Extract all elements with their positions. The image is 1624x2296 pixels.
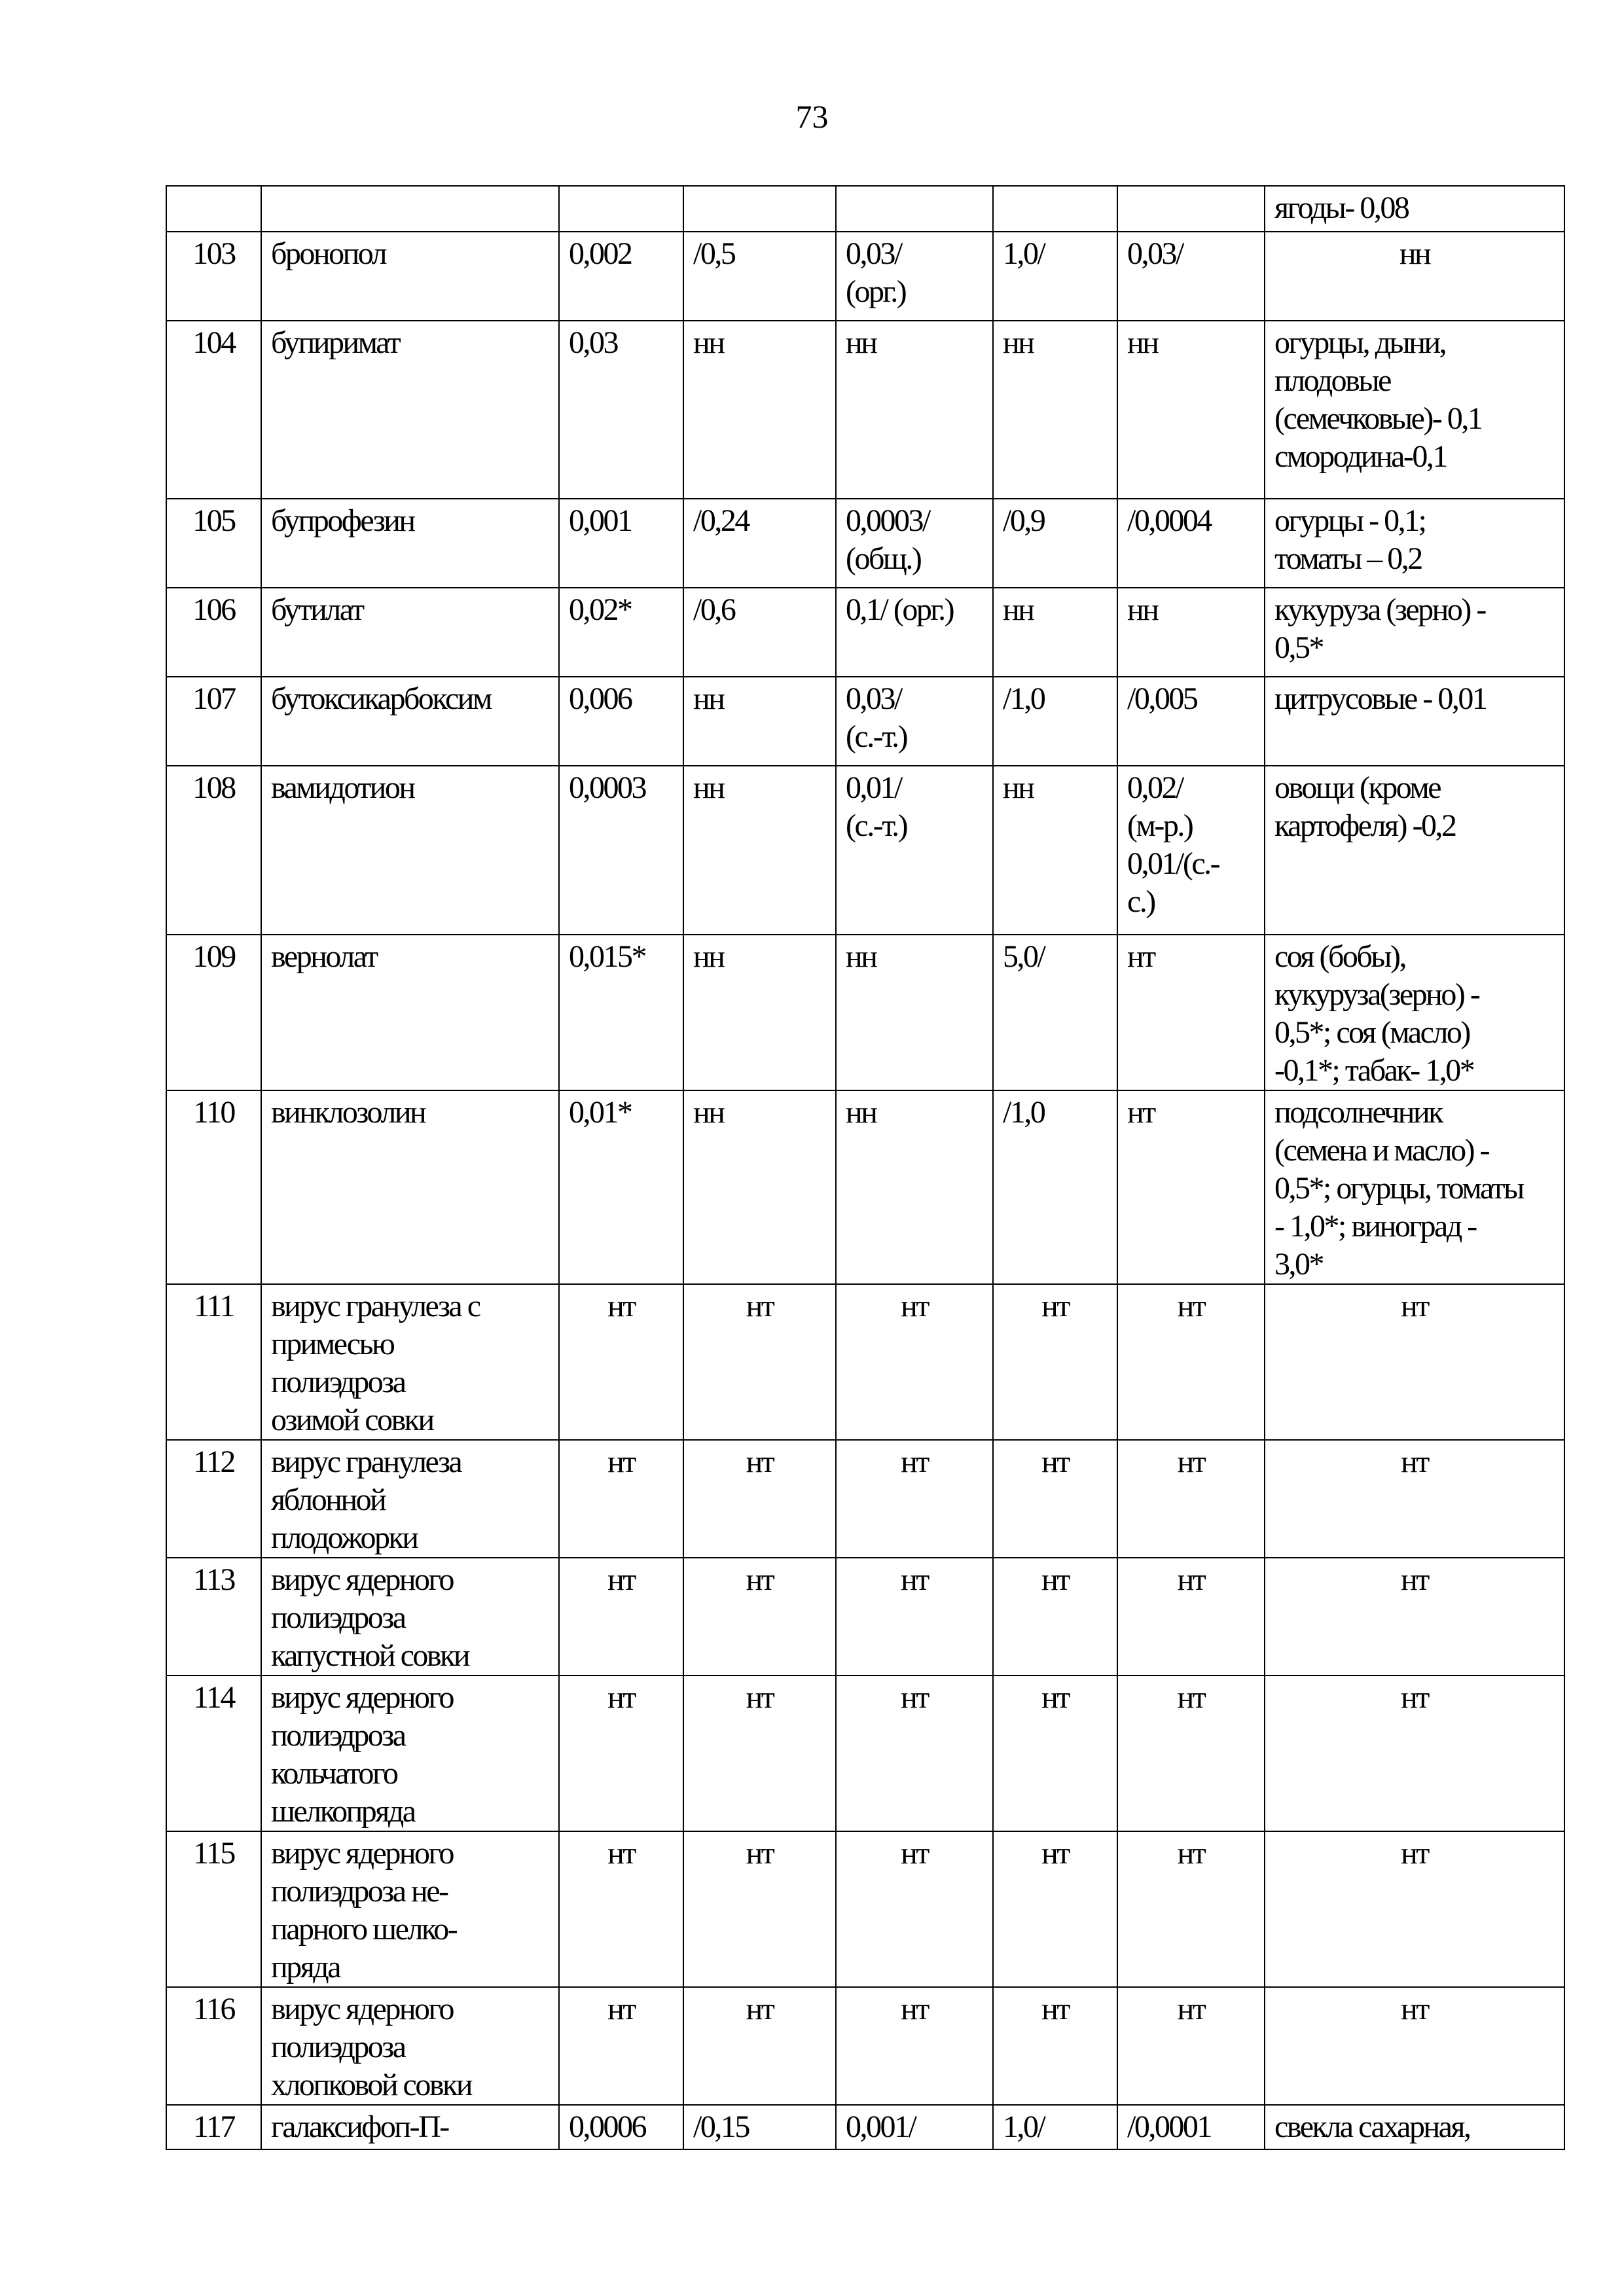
value-cell-2: нт [683, 1831, 836, 1987]
residue-limits-cell: цитрусовые - 0,01 [1265, 677, 1564, 766]
residue-limits-cell: соя (бобы), кукуруза(зерно) - 0,5*; соя (масло) -0,1*; табак- 1,0* [1265, 935, 1564, 1090]
residue-limits-cell: нт [1265, 1987, 1564, 2105]
value-cell-3: нт [836, 1440, 993, 1558]
value-cell-1: нт [559, 1284, 683, 1440]
value-cell-4: /0,9 [993, 499, 1117, 588]
value-cell-5 [1117, 186, 1265, 232]
value-cell-4: нт [993, 1558, 1117, 1676]
row-number-cell: 109 [166, 935, 261, 1090]
value-cell-3: 0,0003/ (общ.) [836, 499, 993, 588]
value-cell-3: нн [836, 935, 993, 1090]
value-cell-5: 0,02/ (м-р.) 0,01/(с.- с.) [1117, 766, 1265, 935]
value-cell-2: нт [683, 1558, 836, 1676]
value-cell-2: нн [683, 1090, 836, 1284]
table-row [166, 499, 1564, 588]
value-cell-2: /0,6 [683, 588, 836, 677]
value-cell-4: нн [993, 766, 1117, 935]
residue-limits-cell: кукуруза (зерно) - 0,5* [1265, 588, 1564, 677]
value-cell-1: нт [559, 1440, 683, 1558]
substance-name-cell: вирус гранулеза с примесью полиэдроза озимой совки [261, 1284, 559, 1440]
value-cell-1: 0,002 [559, 232, 683, 321]
value-cell-4 [993, 186, 1117, 232]
value-cell-4: 1,0/ [993, 2105, 1117, 2149]
row-number-cell: 117 [166, 2105, 261, 2149]
row-number-cell: 110 [166, 1090, 261, 1284]
value-cell-5: нт [1117, 935, 1265, 1090]
value-cell-4: нт [993, 1440, 1117, 1558]
residue-limits-cell: огурцы - 0,1; томаты – 0,2 [1265, 499, 1564, 588]
substance-name-cell: бронопол [261, 232, 559, 321]
value-cell-4: нн [993, 588, 1117, 677]
table-row [166, 677, 1564, 766]
value-cell-2: нн [683, 935, 836, 1090]
row-number-cell: 112 [166, 1440, 261, 1558]
value-cell-3: 0,01/ (с.-т.) [836, 766, 993, 935]
table-row [166, 1440, 1564, 1558]
value-cell-2: нт [683, 1284, 836, 1440]
substance-name-cell: вирус гранулеза яблонной плодожорки [261, 1440, 559, 1558]
table-row [166, 1987, 1564, 2105]
row-number-cell [166, 186, 261, 232]
value-cell-1: 0,001 [559, 499, 683, 588]
substance-name-cell: вирус ядерного полиэдроза не- парного шелко- пряда [261, 1831, 559, 1987]
table-row [166, 766, 1564, 935]
value-cell-4: 5,0/ [993, 935, 1117, 1090]
value-cell-2: /0,15 [683, 2105, 836, 2149]
value-cell-3: 0,001/ [836, 2105, 993, 2149]
value-cell-1: 0,02* [559, 588, 683, 677]
value-cell-5: нт [1117, 1090, 1265, 1284]
table-row [166, 1284, 1564, 1440]
row-number-cell: 115 [166, 1831, 261, 1987]
value-cell-3: нт [836, 1284, 993, 1440]
value-cell-4: нт [993, 1987, 1117, 2105]
value-cell-2: нт [683, 1676, 836, 1831]
value-cell-3: нн [836, 1090, 993, 1284]
value-cell-4: /1,0 [993, 1090, 1117, 1284]
value-cell-3: нт [836, 1676, 993, 1831]
value-cell-4: нн [993, 321, 1117, 499]
value-cell-1: 0,01* [559, 1090, 683, 1284]
value-cell-5: нт [1117, 1284, 1265, 1440]
substances-table [166, 185, 1565, 2150]
table-row [166, 2105, 1564, 2149]
substance-name-cell: вернолат [261, 935, 559, 1090]
value-cell-3: 0,03/ (с.-т.) [836, 677, 993, 766]
table-row [166, 1831, 1564, 1987]
value-cell-1 [559, 186, 683, 232]
value-cell-5: 0,03/ [1117, 232, 1265, 321]
table-row [166, 186, 1564, 232]
value-cell-4: 1,0/ [993, 232, 1117, 321]
value-cell-1: нт [559, 1831, 683, 1987]
residue-limits-cell: ягоды- 0,08 [1265, 186, 1564, 232]
value-cell-5: нн [1117, 588, 1265, 677]
residue-limits-cell: нт [1265, 1558, 1564, 1676]
row-number-cell: 104 [166, 321, 261, 499]
residue-limits-cell: подсолнечник (семена и масло) - 0,5*; огурцы, томаты - 1,0*; виноград - 3,0* [1265, 1090, 1564, 1284]
residue-limits-cell: овощи (кроме картофеля) -0,2 [1265, 766, 1564, 935]
table-row [166, 935, 1564, 1090]
value-cell-5: /0,0004 [1117, 499, 1265, 588]
residue-limits-cell: нт [1265, 1831, 1564, 1987]
value-cell-1: нт [559, 1558, 683, 1676]
value-cell-3 [836, 186, 993, 232]
value-cell-2: нн [683, 766, 836, 935]
value-cell-1: 0,0003 [559, 766, 683, 935]
value-cell-5: /0,0001 [1117, 2105, 1265, 2149]
row-number-cell: 103 [166, 232, 261, 321]
value-cell-5: нт [1117, 1987, 1265, 2105]
value-cell-3: нт [836, 1987, 993, 2105]
row-number-cell: 116 [166, 1987, 261, 2105]
value-cell-3: нн [836, 321, 993, 499]
value-cell-5: нт [1117, 1558, 1265, 1676]
value-cell-4: нт [993, 1831, 1117, 1987]
value-cell-1: 0,015* [559, 935, 683, 1090]
value-cell-2 [683, 186, 836, 232]
value-cell-3: 0,03/ (орг.) [836, 232, 993, 321]
value-cell-2: /0,5 [683, 232, 836, 321]
substance-name-cell: винклозолин [261, 1090, 559, 1284]
value-cell-2: нт [683, 1440, 836, 1558]
value-cell-5: /0,005 [1117, 677, 1265, 766]
table-row [166, 1676, 1564, 1831]
table-row [166, 321, 1564, 499]
value-cell-4: /1,0 [993, 677, 1117, 766]
value-cell-1: нт [559, 1676, 683, 1831]
value-cell-1: 0,0006 [559, 2105, 683, 2149]
value-cell-5: нт [1117, 1831, 1265, 1987]
value-cell-1: 0,006 [559, 677, 683, 766]
substance-name-cell [261, 186, 559, 232]
substance-name-cell: галаксифоп-П- [261, 2105, 559, 2149]
table-row [166, 588, 1564, 677]
value-cell-5: нт [1117, 1676, 1265, 1831]
row-number-cell: 108 [166, 766, 261, 935]
value-cell-4: нт [993, 1676, 1117, 1831]
table-body [166, 186, 1564, 2149]
residue-limits-cell: свекла сахарная, [1265, 2105, 1564, 2149]
value-cell-5: нн [1117, 321, 1265, 499]
value-cell-1: нт [559, 1987, 683, 2105]
residue-limits-cell: нт [1265, 1676, 1564, 1831]
value-cell-4: нт [993, 1284, 1117, 1440]
residue-limits-cell: нт [1265, 1440, 1564, 1558]
value-cell-3: нт [836, 1558, 993, 1676]
value-cell-2: нн [683, 321, 836, 499]
row-number-cell: 111 [166, 1284, 261, 1440]
residue-limits-cell: нн [1265, 232, 1564, 321]
substance-name-cell: вирус ядерного полиэдроза кольчатого шелкопряда [261, 1676, 559, 1831]
table-row [166, 1090, 1564, 1284]
substance-name-cell: бупиримат [261, 321, 559, 499]
substance-name-cell: вирус ядерного полиэдроза хлопковой совки [261, 1987, 559, 2105]
table-row [166, 232, 1564, 321]
table-row [166, 1558, 1564, 1676]
value-cell-3: 0,1/ (орг.) [836, 588, 993, 677]
row-number-cell: 113 [166, 1558, 261, 1676]
row-number-cell: 105 [166, 499, 261, 588]
row-number-cell: 114 [166, 1676, 261, 1831]
row-number-cell: 107 [166, 677, 261, 766]
substance-name-cell: бупрофезин [261, 499, 559, 588]
value-cell-2: нт [683, 1987, 836, 2105]
row-number-cell: 106 [166, 588, 261, 677]
residue-limits-cell: нт [1265, 1284, 1564, 1440]
page-number: 73 [795, 98, 829, 135]
substance-name-cell: вирус ядерного полиэдроза капустной совки [261, 1558, 559, 1676]
value-cell-3: нт [836, 1831, 993, 1987]
substance-name-cell: вамидотион [261, 766, 559, 935]
residue-limits-cell: огурцы, дыни, плодовые (семечковые)- 0,1 смородина-0,1 [1265, 321, 1564, 499]
value-cell-1: 0,03 [559, 321, 683, 499]
value-cell-2: нн [683, 677, 836, 766]
value-cell-2: /0,24 [683, 499, 836, 588]
substance-name-cell: бутоксикарбоксим [261, 677, 559, 766]
value-cell-5: нт [1117, 1440, 1265, 1558]
substance-name-cell: бутилат [261, 588, 559, 677]
